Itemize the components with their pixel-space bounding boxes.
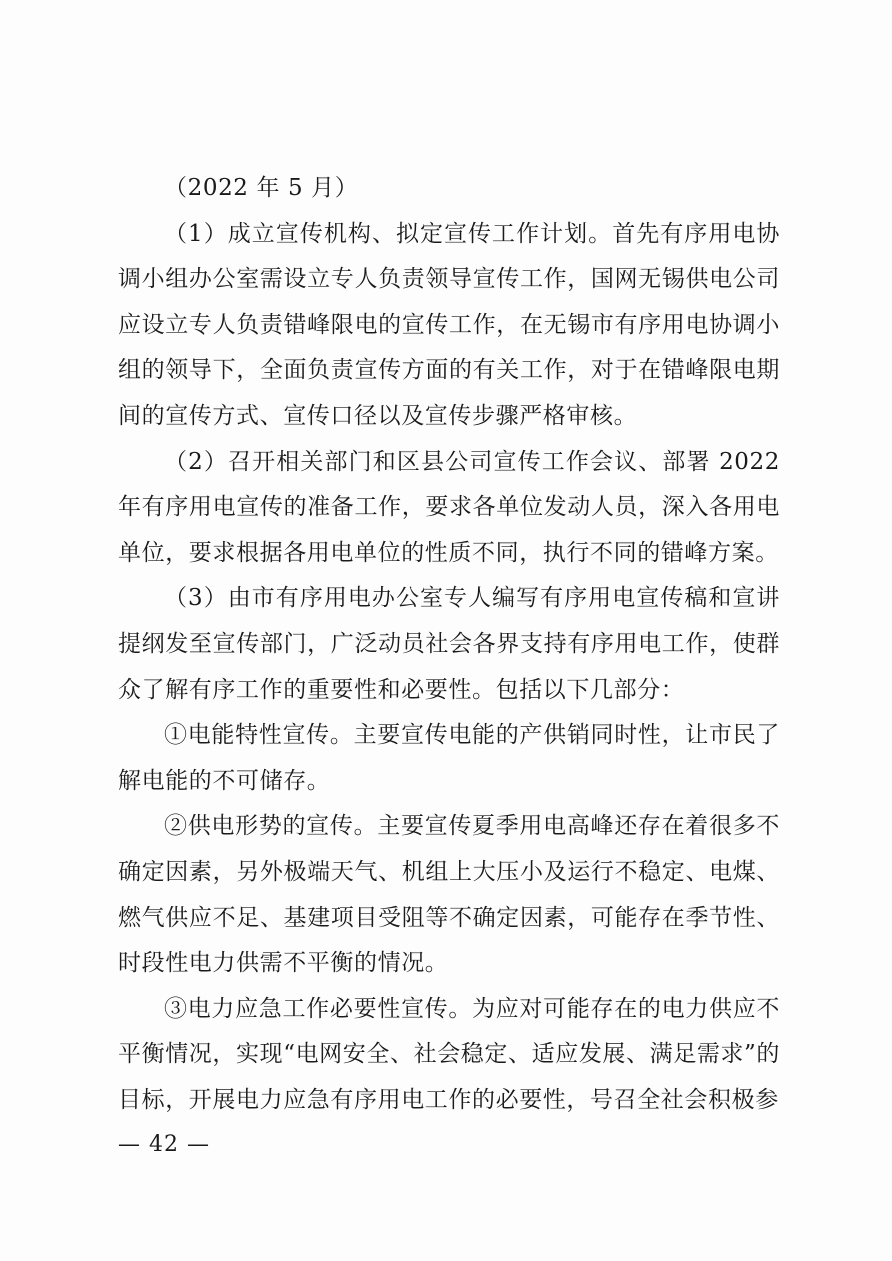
date-line: （2022 年 5 月） bbox=[164, 175, 359, 201]
paragraph-5: ②供电形势的宣传。主要宣传夏季用电高峰还存在着很多不确定因素，另外极端天气、机组上大压小及运行不稳定、电煤、燃气供应不足、基建项目受阻等不确定因素，可能存在季节性、时段性电力供需不平衡的情况。 bbox=[118, 813, 780, 977]
paragraph-4: ①电能特性宣传。主要宣传电能的产供销同时性，让市民了解电能的不可储存。 bbox=[118, 722, 780, 794]
page-number: — 42 — bbox=[118, 1132, 210, 1157]
paragraph-3: （3）由市有序用电办公室专人编写有序用电宣传稿和宣讲提纲发至宣传部门，广泛动员社会各界支持有序用电工作，使群众了解有序工作的重要性和必要性。包括以下几部分： bbox=[118, 585, 780, 703]
document-body bbox=[118, 166, 780, 1123]
paragraph-2: （2）召开相关部门和区县公司宣传工作会议、部署 2022 年有序用电宣传的准备工作，要求各单位发动人员，深入各用电单位，要求根据各用电单位的性质不同，执行不同的错峰方案。 bbox=[118, 448, 780, 566]
paragraph-1: （1）成立宣传机构、拟定宣传工作计划。首先有序用电协调小组办公室需设立专人负责领导宣传工作，国网无锡供电公司应设立专人负责错峰限电的宣传工作，在无锡市有序用电协调小组的领导下，全面负责宣传方面的有关工作，对于在错峰限电期间的宣传方式、宣传口径以及宣传步骤严格审核。 bbox=[118, 220, 780, 429]
paragraph-6: ③电力应急工作必要性宣传。为应对可能存在的电力供应不平衡情况，实现“电网安全、社会稳定、适应发展、满足需求”的目标，开展电力应急有序用电工作的必要性，号召全社会积极参 bbox=[118, 995, 780, 1113]
